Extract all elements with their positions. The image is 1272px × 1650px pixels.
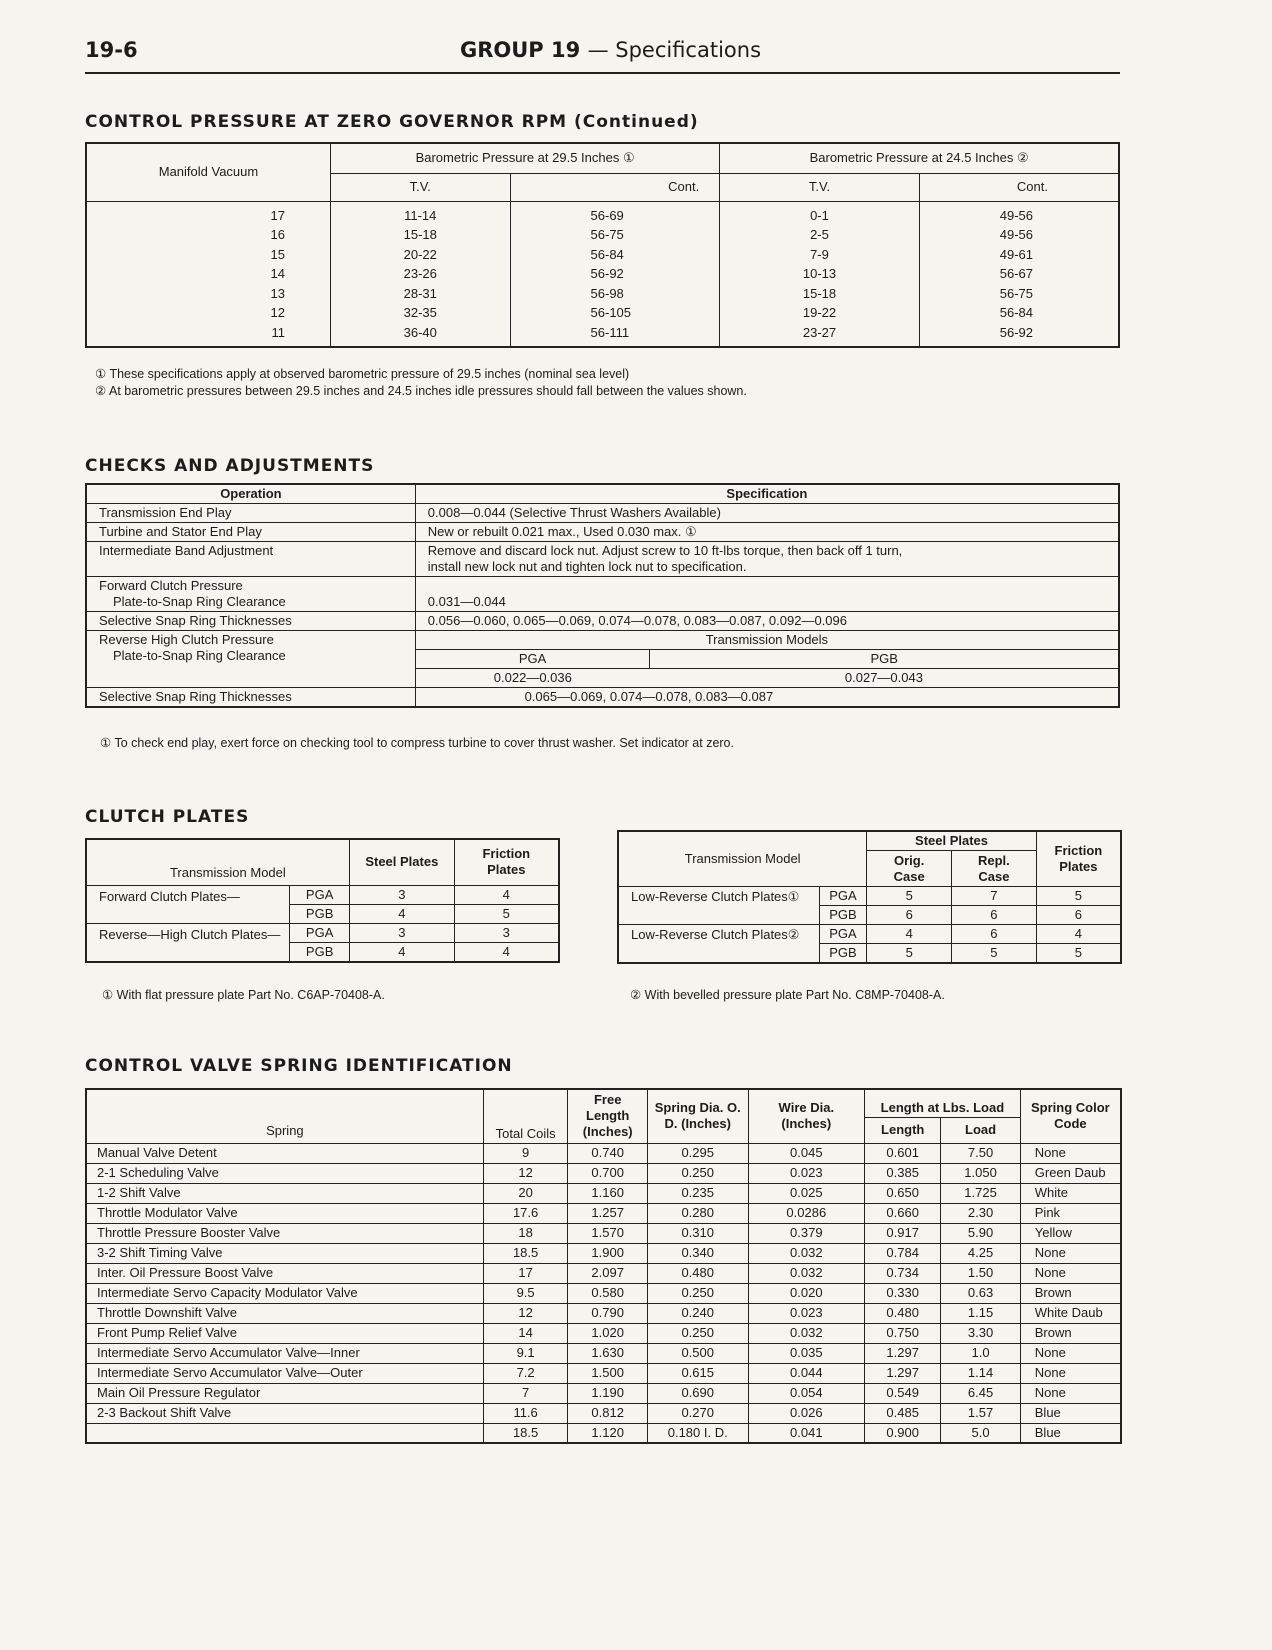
friction-cell: 4 (454, 885, 559, 904)
load-cell: 1.725 (941, 1183, 1020, 1203)
length-cell: 0.734 (865, 1263, 941, 1283)
friction-cell: 6 (1036, 906, 1121, 925)
model-cell: PGA (290, 923, 350, 942)
control-pressure-table (85, 142, 1120, 348)
cont1-value: 56-84 (590, 246, 624, 262)
load-cell: 1.050 (941, 1163, 1020, 1183)
wire-cell: 0.045 (748, 1143, 865, 1163)
sub-tv: T.V. (330, 173, 510, 201)
cont2-value: 49-56 (999, 207, 1033, 223)
header-rule (85, 72, 1120, 74)
free-cell: 1.190 (568, 1383, 647, 1403)
sub-cont: Cont. (919, 173, 1119, 201)
free-cell: 1.500 (568, 1363, 647, 1383)
wire-cell: 0.032 (748, 1323, 865, 1343)
vac-value: 14 (270, 266, 285, 281)
load-cell: 5.90 (941, 1223, 1020, 1243)
tv1-value: 28-31 (403, 285, 437, 301)
coils-cell: 18 (483, 1223, 568, 1243)
length-cell: 1.297 (865, 1343, 941, 1363)
model-cell: PGA (819, 887, 867, 906)
spec-cell: 0.056—0.060, 0.065—0.069, 0.074—0.078, 0.083—0.087, 0.092—0.096 (415, 612, 1119, 631)
wire-cell: 0.020 (748, 1283, 865, 1303)
dia-cell: 0.280 (647, 1203, 748, 1223)
free-cell: 1.900 (568, 1243, 647, 1263)
coils-cell: 9.5 (483, 1283, 568, 1303)
col-specification: Specification (415, 484, 1119, 504)
color-cell: Blue (1020, 1423, 1121, 1443)
friction-cell: 5 (454, 904, 559, 923)
page-number: 19-6 (85, 38, 138, 62)
friction-cell: 3 (454, 923, 559, 942)
free-cell: 0.580 (568, 1283, 647, 1303)
sub-cont: Cont. (510, 173, 720, 201)
dia-cell: 0.240 (647, 1303, 748, 1323)
color-cell: None (1020, 1383, 1121, 1403)
sub-tv: T.V. (720, 173, 920, 201)
tv2-value: 10-13 (802, 266, 837, 281)
free-cell: 1.630 (568, 1343, 647, 1363)
wire-cell: 0.023 (748, 1303, 865, 1323)
spring-name: Intermediate Servo Accumulator Valve—Inner (86, 1343, 483, 1363)
wire-cell: 0.026 (748, 1403, 865, 1423)
operation-cell (86, 577, 415, 612)
coils-cell: 11.6 (483, 1403, 568, 1423)
load-cell: 1.57 (941, 1403, 1020, 1423)
load-cell: 4.25 (941, 1243, 1020, 1263)
spring-name: 2-1 Scheduling Valve (86, 1163, 483, 1183)
load-cell: 1.50 (941, 1263, 1020, 1283)
load-cell: 7.50 (941, 1143, 1020, 1163)
col-model: Transmission Model (86, 839, 290, 885)
free-cell: 1.160 (568, 1183, 647, 1203)
checks-title: CHECKS AND ADJUSTMENTS (85, 456, 375, 476)
color-cell: None (1020, 1343, 1121, 1363)
model-pgb: PGB (650, 650, 1119, 669)
steel-cell: 4 (350, 942, 455, 962)
color-cell: Yellow (1020, 1223, 1121, 1243)
dia-cell: 0.250 (647, 1283, 748, 1303)
repl-cell: 6 (952, 906, 1037, 925)
operation-line: Forward Clutch Pressure (99, 578, 243, 593)
tv2-value: 0-1 (810, 207, 829, 223)
steel-cell: 3 (350, 923, 455, 942)
dia-cell: 0.500 (647, 1343, 748, 1363)
coils-cell: 9.1 (483, 1343, 568, 1363)
dia-cell: 0.690 (647, 1383, 748, 1403)
coils-cell: 7 (483, 1383, 568, 1403)
length-cell: 1.297 (865, 1363, 941, 1383)
length-cell: 0.480 (865, 1303, 941, 1323)
friction-cell: 4 (1036, 925, 1121, 944)
spec-cell: 0.065—0.069, 0.074—0.078, 0.083—0.087 (415, 688, 1119, 708)
wire-cell: 0.044 (748, 1363, 865, 1383)
vac-value: 17 (270, 207, 285, 223)
wire-cell: 0.379 (748, 1223, 865, 1243)
dia-cell: 0.180 I. D. (647, 1423, 748, 1443)
cont1-value: 56-69 (590, 207, 624, 223)
model-cell: PGB (819, 944, 867, 964)
vac-value: 15 (270, 246, 285, 262)
cont2-value: 56-92 (999, 324, 1033, 340)
spring-name: 1-2 Shift Valve (86, 1183, 483, 1203)
steel-cell: 4 (350, 904, 455, 923)
coils-cell: 14 (483, 1323, 568, 1343)
wire-cell: 0.025 (748, 1183, 865, 1203)
load-cell: 6.45 (941, 1383, 1020, 1403)
spring-name: Throttle Pressure Booster Valve (86, 1223, 483, 1243)
orig-cell: 4 (867, 925, 952, 944)
length-cell: 0.485 (865, 1403, 941, 1423)
vac-value: 11 (271, 324, 285, 340)
tv1-value: 32-35 (403, 305, 437, 320)
wire-cell: 0.032 (748, 1243, 865, 1263)
vac-value: 16 (270, 227, 285, 242)
tv2-value: 7-9 (810, 246, 829, 262)
col-friction: Friction Plates (454, 839, 559, 885)
coils-cell: 7.2 (483, 1363, 568, 1383)
col-repl: Repl. Case (952, 851, 1037, 887)
col-steel: Steel Plates (350, 839, 455, 885)
springs-title: CONTROL VALVE SPRING IDENTIFICATION (85, 1056, 513, 1076)
length-cell: 0.917 (865, 1223, 941, 1243)
wire-cell: 0.0286 (748, 1203, 865, 1223)
spring-name: Throttle Modulator Valve (86, 1203, 483, 1223)
free-cell: 1.120 (568, 1423, 647, 1443)
free-cell: 0.812 (568, 1403, 647, 1423)
tv2-value: 2-5 (810, 227, 829, 242)
tv1-value: 11-14 (404, 207, 437, 223)
wire-cell: 0.035 (748, 1343, 865, 1363)
friction-cell: 4 (454, 942, 559, 962)
dia-cell: 0.250 (647, 1323, 748, 1343)
col-spring: Spring (86, 1089, 483, 1143)
col-free-length: Free Length (Inches) (568, 1089, 647, 1143)
clutch-title: CLUTCH PLATES (85, 807, 250, 827)
length-cell: 0.784 (865, 1243, 941, 1263)
control-pressure-title: CONTROL PRESSURE AT ZERO GOVERNOR RPM (Continued) (85, 112, 699, 132)
coils-cell: 12 (483, 1303, 568, 1323)
model-cell: PGB (819, 906, 867, 925)
model-cell: PGB (290, 942, 350, 962)
load-cell: 3.30 (941, 1323, 1020, 1343)
load-cell: 1.15 (941, 1303, 1020, 1323)
footnote: ① To check end play, exert force on checking tool to compress turbine to cover thrust washer. Set indicator at zero. (100, 736, 734, 750)
length-cell: 0.750 (865, 1323, 941, 1343)
load-cell: 2.30 (941, 1203, 1020, 1223)
spring-name: 2-3 Backout Shift Valve (86, 1403, 483, 1423)
dia-cell: 0.250 (647, 1163, 748, 1183)
color-cell: White Daub (1020, 1303, 1121, 1323)
coils-cell: 9 (483, 1143, 568, 1163)
operation-line: Reverse High Clutch Pressure (99, 632, 274, 647)
operation-cell: Selective Snap Ring Thicknesses (86, 612, 415, 631)
length-cell: 0.601 (865, 1143, 941, 1163)
color-cell: Brown (1020, 1323, 1121, 1343)
model-cell: PGB (290, 904, 350, 923)
springs-table (85, 1088, 1122, 1444)
col-wire-dia: Wire Dia. (Inches) (748, 1089, 865, 1143)
cont1-value: 56-98 (590, 285, 624, 301)
spring-name: Manual Valve Detent (86, 1143, 483, 1163)
wire-cell: 0.032 (748, 1263, 865, 1283)
dia-cell: 0.270 (647, 1403, 748, 1423)
cont2-value: 56-67 (999, 266, 1033, 281)
model-cell: PGA (290, 885, 350, 904)
tv1-value: 15-18 (403, 227, 437, 242)
col-model: Transmission Model (618, 831, 867, 887)
operation-cell: Transmission End Play (86, 504, 415, 523)
spec-cell: 0.008—0.044 (Selective Thrust Washers Available) (415, 504, 1119, 523)
col-operation: Operation (86, 484, 415, 504)
spring-name: 3-2 Shift Timing Valve (86, 1243, 483, 1263)
repl-cell: 6 (952, 925, 1037, 944)
footnote: ① These specifications apply at observed barometric pressure of 29.5 inches (nominal sea level) (95, 367, 630, 381)
footnote: ② At barometric pressures between 29.5 inches and 24.5 inches idle pressures should fall between the values shown. (95, 384, 747, 398)
wire-cell: 0.041 (748, 1423, 865, 1443)
dia-cell: 0.310 (647, 1223, 748, 1243)
col-load: Load (941, 1117, 1020, 1143)
operation-cell: Selective Snap Ring Thicknesses (86, 688, 415, 708)
col-friction: Friction Plates (1036, 831, 1121, 887)
color-cell: None (1020, 1263, 1121, 1283)
color-cell: White (1020, 1183, 1121, 1203)
low-reverse-label: Low-Reverse Clutch Plates② (618, 925, 819, 964)
coils-cell: 17 (483, 1263, 568, 1283)
color-cell: Blue (1020, 1403, 1121, 1423)
color-cell: None (1020, 1143, 1121, 1163)
cont2-value: 56-75 (999, 285, 1033, 301)
spring-name (86, 1423, 483, 1443)
dia-cell: 0.295 (647, 1143, 748, 1163)
load-cell: 5.0 (941, 1423, 1020, 1443)
dia-cell: 0.340 (647, 1243, 748, 1263)
dia-cell: 0.615 (647, 1363, 748, 1383)
free-cell: 1.020 (568, 1323, 647, 1343)
forward-label: Forward Clutch Plates— (86, 885, 290, 923)
operation-line: Plate-to-Snap Ring Clearance (113, 594, 286, 609)
coils-cell: 18.5 (483, 1243, 568, 1263)
free-cell: 2.097 (568, 1263, 647, 1283)
col-length: Length (865, 1117, 941, 1143)
orig-cell: 5 (867, 887, 952, 906)
length-cell: 0.549 (865, 1383, 941, 1403)
tv2-value: 15-18 (802, 285, 837, 301)
tv1-value: 36-40 (403, 324, 437, 340)
model-cell: PGA (819, 925, 867, 944)
page-title (460, 38, 761, 62)
cont1-value: 56-105 (590, 305, 632, 320)
footnote: ② With bevelled pressure plate Part No. C8MP-70408-A. (630, 988, 945, 1002)
cont1-value: 56-111 (590, 324, 630, 340)
color-cell: None (1020, 1363, 1121, 1383)
models-label: Transmission Models (415, 631, 1119, 650)
load-cell: 0.63 (941, 1283, 1020, 1303)
dia-cell: 0.480 (647, 1263, 748, 1283)
col-color-code: Spring Color Code (1020, 1089, 1121, 1143)
length-cell: 0.650 (865, 1183, 941, 1203)
cont1-value: 56-92 (590, 266, 624, 281)
color-cell: Pink (1020, 1203, 1121, 1223)
pgb-clearance: 0.027—0.043 (844, 670, 923, 685)
cont2-value: 49-61 (999, 246, 1033, 262)
spring-name: Front Pump Relief Valve (86, 1323, 483, 1343)
color-cell: Brown (1020, 1283, 1121, 1303)
col-baro2: Barometric Pressure at 24.5 Inches ② (720, 143, 1119, 173)
cont2-value: 56-84 (999, 305, 1033, 320)
spec-cell (415, 542, 1119, 577)
group-label: GROUP 19 (460, 38, 581, 62)
repl-cell: 5 (952, 944, 1037, 964)
tv1-value: 23-26 (403, 266, 437, 281)
checks-table (85, 483, 1120, 708)
free-cell: 0.740 (568, 1143, 647, 1163)
color-cell: None (1020, 1243, 1121, 1263)
col-orig: Orig. Case (867, 851, 952, 887)
coils-cell: 18.5 (483, 1423, 568, 1443)
orig-cell: 5 (867, 944, 952, 964)
friction-cell: 5 (1036, 944, 1121, 964)
steel-cell: 3 (350, 885, 455, 904)
pga-clearance: 0.022—0.036 (493, 670, 572, 685)
friction-cell: 5 (1036, 887, 1121, 906)
operation-cell (86, 631, 415, 688)
orig-cell: 6 (867, 906, 952, 925)
load-cell: 1.14 (941, 1363, 1020, 1383)
col-spring-dia: Spring Dia. O. D. (Inches) (647, 1089, 748, 1143)
col-steel: Steel Plates (867, 831, 1036, 851)
tv2-value: 19-22 (802, 305, 837, 320)
free-cell: 1.570 (568, 1223, 647, 1243)
clutch-right-table (617, 830, 1122, 964)
vac-value: 12 (270, 305, 285, 320)
length-cell: 0.900 (865, 1423, 941, 1443)
model-pga: PGA (415, 650, 650, 669)
operation-cell: Intermediate Band Adjustment (86, 542, 415, 577)
col-length-at-load: Length at Lbs. Load (865, 1089, 1021, 1117)
low-reverse-label: Low-Reverse Clutch Plates① (618, 887, 819, 925)
title-text: — Specifications (587, 38, 762, 62)
reverse-label: Reverse—High Clutch Plates— (86, 923, 290, 962)
free-cell: 0.700 (568, 1163, 647, 1183)
spring-name: Main Oil Pressure Regulator (86, 1383, 483, 1403)
dia-cell: 0.235 (647, 1183, 748, 1203)
spec-cell: 0.031—0.044 (415, 577, 1119, 612)
free-cell: 1.257 (568, 1203, 647, 1223)
free-cell: 0.790 (568, 1303, 647, 1323)
length-cell: 0.660 (865, 1203, 941, 1223)
color-cell: Green Daub (1020, 1163, 1121, 1183)
operation-line: Plate-to-Snap Ring Clearance (113, 648, 286, 663)
spec-cell: New or rebuilt 0.021 max., Used 0.030 max. ① (415, 523, 1119, 542)
col-baro1: Barometric Pressure at 29.5 Inches ① (330, 143, 719, 173)
cont2-value: 49-56 (999, 227, 1033, 242)
tv2-value: 23-27 (802, 324, 837, 340)
repl-cell: 7 (952, 887, 1037, 906)
spec-line: install new lock nut and tighten lock nut to specification. (427, 559, 747, 574)
length-cell: 0.385 (865, 1163, 941, 1183)
coils-cell: 17.6 (483, 1203, 568, 1223)
coils-cell: 20 (483, 1183, 568, 1203)
cont1-value: 56-75 (590, 227, 624, 242)
load-cell: 1.0 (941, 1343, 1020, 1363)
vac-value: 13 (270, 285, 285, 301)
spec-line: Remove and discard lock nut. Adjust screw to 10 ft-lbs torque, then back off 1 turn, (427, 543, 903, 558)
col-manifold: Manifold Vacuum (86, 143, 330, 201)
clutch-left-table (85, 838, 560, 963)
spring-name: Intermediate Servo Capacity Modulator Valve (86, 1283, 483, 1303)
tv1-value: 20-22 (403, 246, 437, 262)
col-total-coils: Total Coils (483, 1089, 568, 1143)
spring-name: Throttle Downshift Valve (86, 1303, 483, 1323)
coils-cell: 12 (483, 1163, 568, 1183)
footnote: ① With flat pressure plate Part No. C6AP-70408-A. (102, 988, 385, 1002)
operation-cell: Turbine and Stator End Play (86, 523, 415, 542)
wire-cell: 0.054 (748, 1383, 865, 1403)
length-cell: 0.330 (865, 1283, 941, 1303)
spring-name: Intermediate Servo Accumulator Valve—Outer (86, 1363, 483, 1383)
wire-cell: 0.023 (748, 1163, 865, 1183)
spring-name: Inter. Oil Pressure Boost Valve (86, 1263, 483, 1283)
